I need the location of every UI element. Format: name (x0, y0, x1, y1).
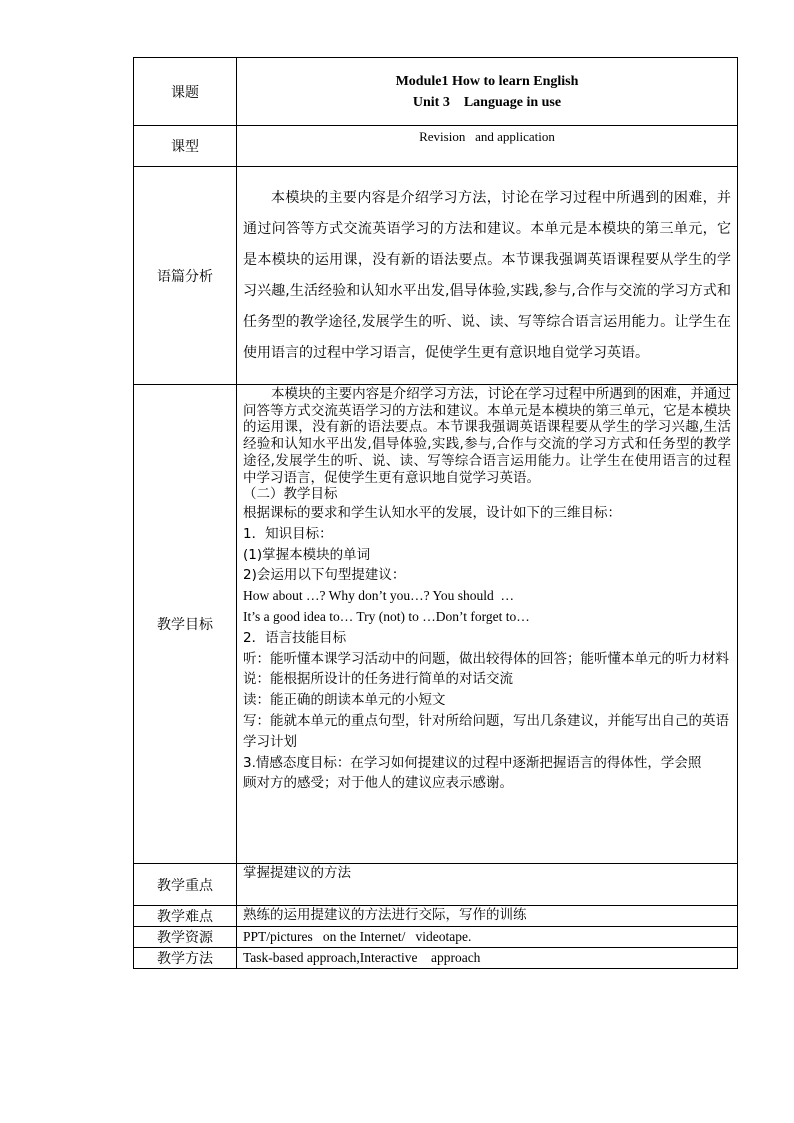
skill-title: 2．语言技能目标 (243, 629, 347, 646)
objectives-intro: 本模块的主要内容是介绍学习方法，讨论在学习过程中所遇到的困难，并通过问答等方式交流英语学习的方法和建议。本单元是本模块的第三单元，它是本模块的运用课，没有新的语法要点。本节课我强调英语课程要从学生的学习兴趣,生活经验和认知水平出发,倡导体验,实践,参与,合作与交流的学习方式和任务型的教学途径,发展学生的听、说、读、写等综合语言运用能力。让学生在使用语言的过程中学习语言，促使学生更有意识地自觉学习英语。 (243, 386, 731, 486)
key-points-cell (237, 864, 738, 906)
topic-unit: Unit 3 Language in use (412, 94, 562, 110)
attitude-goal: 3.情感态度目标：在学习如何提建议的过程中逐渐把握语言的得体性，学会照顾对方的感受；对于他人的建议应表示感谢。 (243, 754, 702, 792)
objectives-lead: 根据课标的要求和学生认知水平的发展，设计如下的三维目标： (243, 504, 621, 521)
difficulties-cell (237, 906, 738, 927)
knowledge-item-2: 2)会运用以下句型提建议： (243, 567, 406, 584)
knowledge-item-1: (1)掌握本模块的单词 (243, 546, 371, 563)
row-methods (134, 948, 738, 969)
difficulties-value: 熟练的运用提建议的方法进行交际，写作的训练 (243, 907, 527, 923)
topic-module: Module1 How to learn English (395, 73, 579, 89)
skill-writing: 写：能就本单元的重点句型，针对所给问题，写出几条建议，并能写出自己的英语学习计划 (243, 712, 729, 750)
skill-reading: 读：能正确的朗读本单元的小短文 (243, 692, 446, 709)
topic-cell (237, 58, 738, 126)
sentence-patterns-2: It’s a good idea to… Try (not) to …Don’t forget to… (243, 609, 530, 624)
methods-cell (237, 948, 738, 969)
resources-cell (237, 927, 738, 948)
row-type (134, 126, 738, 167)
lesson-plan-table (133, 57, 738, 969)
label-key-points: 教学重点 (134, 864, 237, 906)
analysis-cell (237, 167, 738, 385)
row-key-points (134, 864, 738, 906)
skill-listening: 听：能听懂本课学习活动中的问题，做出较得体的回答；能听懂本单元的听力材料 (243, 650, 729, 667)
label-topic: 课题 (134, 58, 237, 126)
row-difficulties (134, 906, 738, 927)
objectives-heading: （二）教学目标 (243, 486, 338, 503)
label-analysis: 语篇分析 (134, 167, 237, 385)
resources-value: PPT/pictures on the Internet/ videotape. (243, 929, 472, 944)
label-objectives: 教学目标 (134, 385, 237, 864)
type-value: Revision and application (419, 129, 555, 144)
type-cell (237, 126, 738, 167)
row-analysis (134, 167, 738, 385)
analysis-text: 本模块的主要内容是介绍学习方法，讨论在学习过程中所遇到的困难，并通过问答等方式交流英语学习的方法和建议。本单元是本模块的第三单元，它是本模块的运用课，没有新的语法要点。本节课我强调英语课程要从学生的学习兴趣,生活经验和认知水平出发,倡导体验,实践,参与,合作与交流的学习方式和任务型的教学途径,发展学生的听、说、读、写等综合语言运用能力。让学生在使用语言的过程中学习语言，促使学生更有意识地自觉学习英语。 (243, 189, 731, 361)
row-resources (134, 927, 738, 948)
methods-value: Task-based approach,Interactive approach (243, 950, 481, 965)
label-type: 课型 (134, 126, 237, 167)
objectives-cell (237, 385, 738, 864)
sentence-patterns-1: How about …? Why don’t you…? You should … (243, 588, 515, 604)
label-difficulties: 教学难点 (134, 906, 237, 927)
label-methods: 教学方法 (134, 948, 237, 969)
label-resources: 教学资源 (134, 927, 237, 948)
row-topic (134, 58, 738, 126)
skill-speaking: 说：能根据所设计的任务进行简单的对话交流 (243, 671, 513, 688)
knowledge-title: 1．知识目标： (243, 525, 333, 542)
row-objectives (134, 385, 738, 864)
key-points-value: 掌握提建议的方法 (243, 865, 351, 881)
